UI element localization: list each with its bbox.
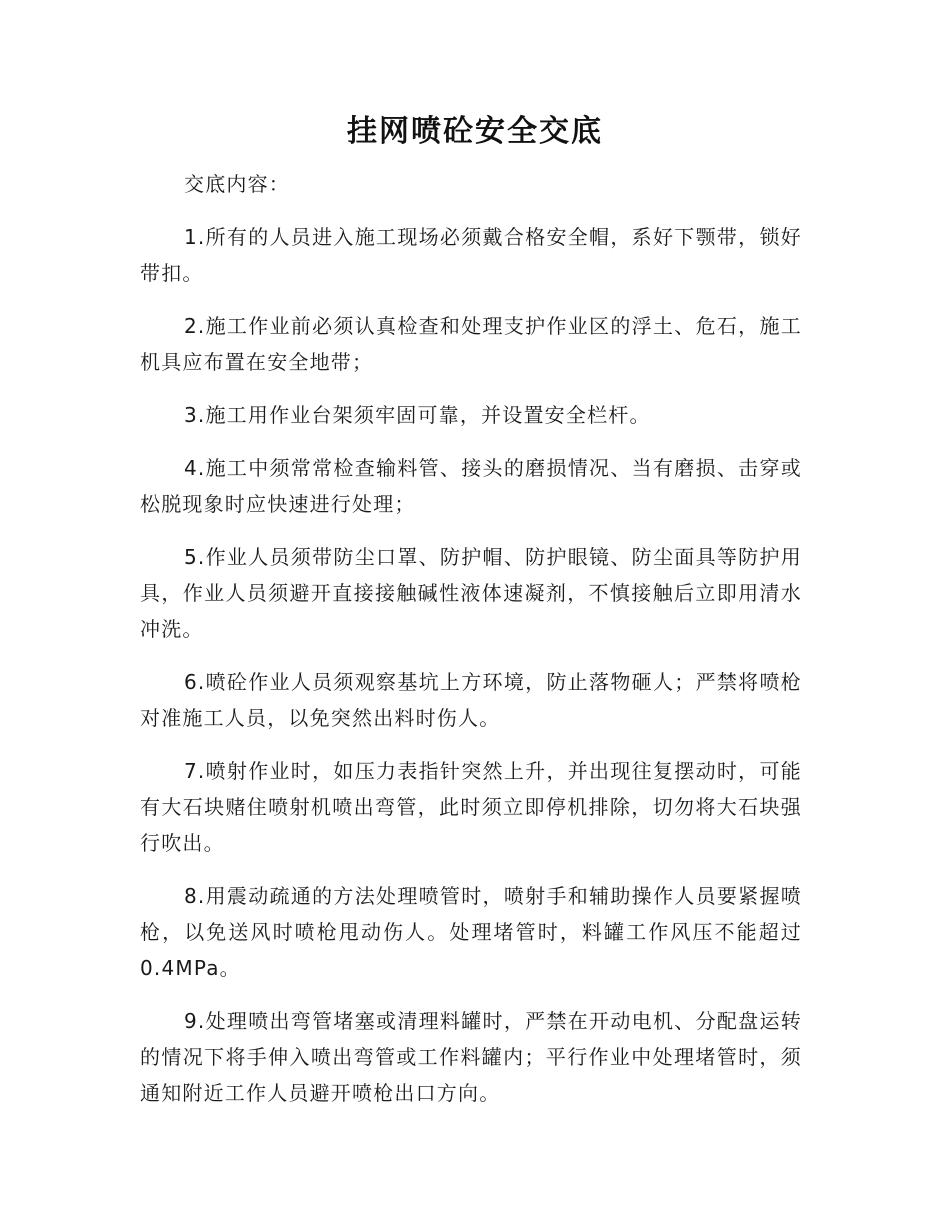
list-item: 2.施工作业前必须认真检查和处理支护作业区的浮土、危石，施工机具应布置在安全地带；: [140, 314, 802, 374]
list-item: 9.处理喷出弯管堵塞或清理料罐时，严禁在开动电机、分配盘运转的情况下将手伸入喷出弯管或工作料罐内；平行作业中处理堵管时，须通知附近工作人员避开喷枪出口方向。: [140, 1009, 802, 1105]
page-title: 挂网喷砼安全交底: [347, 114, 603, 149]
list-item: 3.施工用作业台架须牢固可靠，并设置安全栏杆。: [184, 403, 651, 427]
list-item: 4.施工中须常常检查输料管、接头的磨损情况、当有磨损、击穿或松脱现象时应快速进行处理；: [140, 456, 802, 516]
list-item: 1.所有的人员进入施工现场必须戴合格安全帽，系好下颚带，锁好带扣。: [140, 225, 802, 285]
document-body: [140, 166, 802, 1128]
list-item: 5.作业人员须带防尘口罩、防护帽、防护眼镜、防尘面具等防护用具，作业人员须避开直接接触碱性液体速凝剂，不慎接触后立即用清水冲洗。: [140, 545, 802, 641]
list-item: 8.用震动疏通的方法处理喷管时，喷射手和辅助操作人员要紧握喷枪，以免送风时喷枪甩动伤人。处理堵管时，料罐工作风压不能超过0.4MPa。: [140, 884, 802, 980]
list-item: 7.喷射作业时，如压力表指针突然上升，并出现往复摆动时，可能有大石块赌住喷射机喷出弯管，此时须立即停机排除，切勿将大石块强行吹出。: [140, 759, 802, 855]
intro-label: 交底内容：: [184, 172, 290, 196]
list-item: 6.喷砼作业人员须观察基坑上方环境，防止落物砸人；严禁将喷枪对准施工人员，以免突然出料时伤人。: [140, 670, 802, 730]
